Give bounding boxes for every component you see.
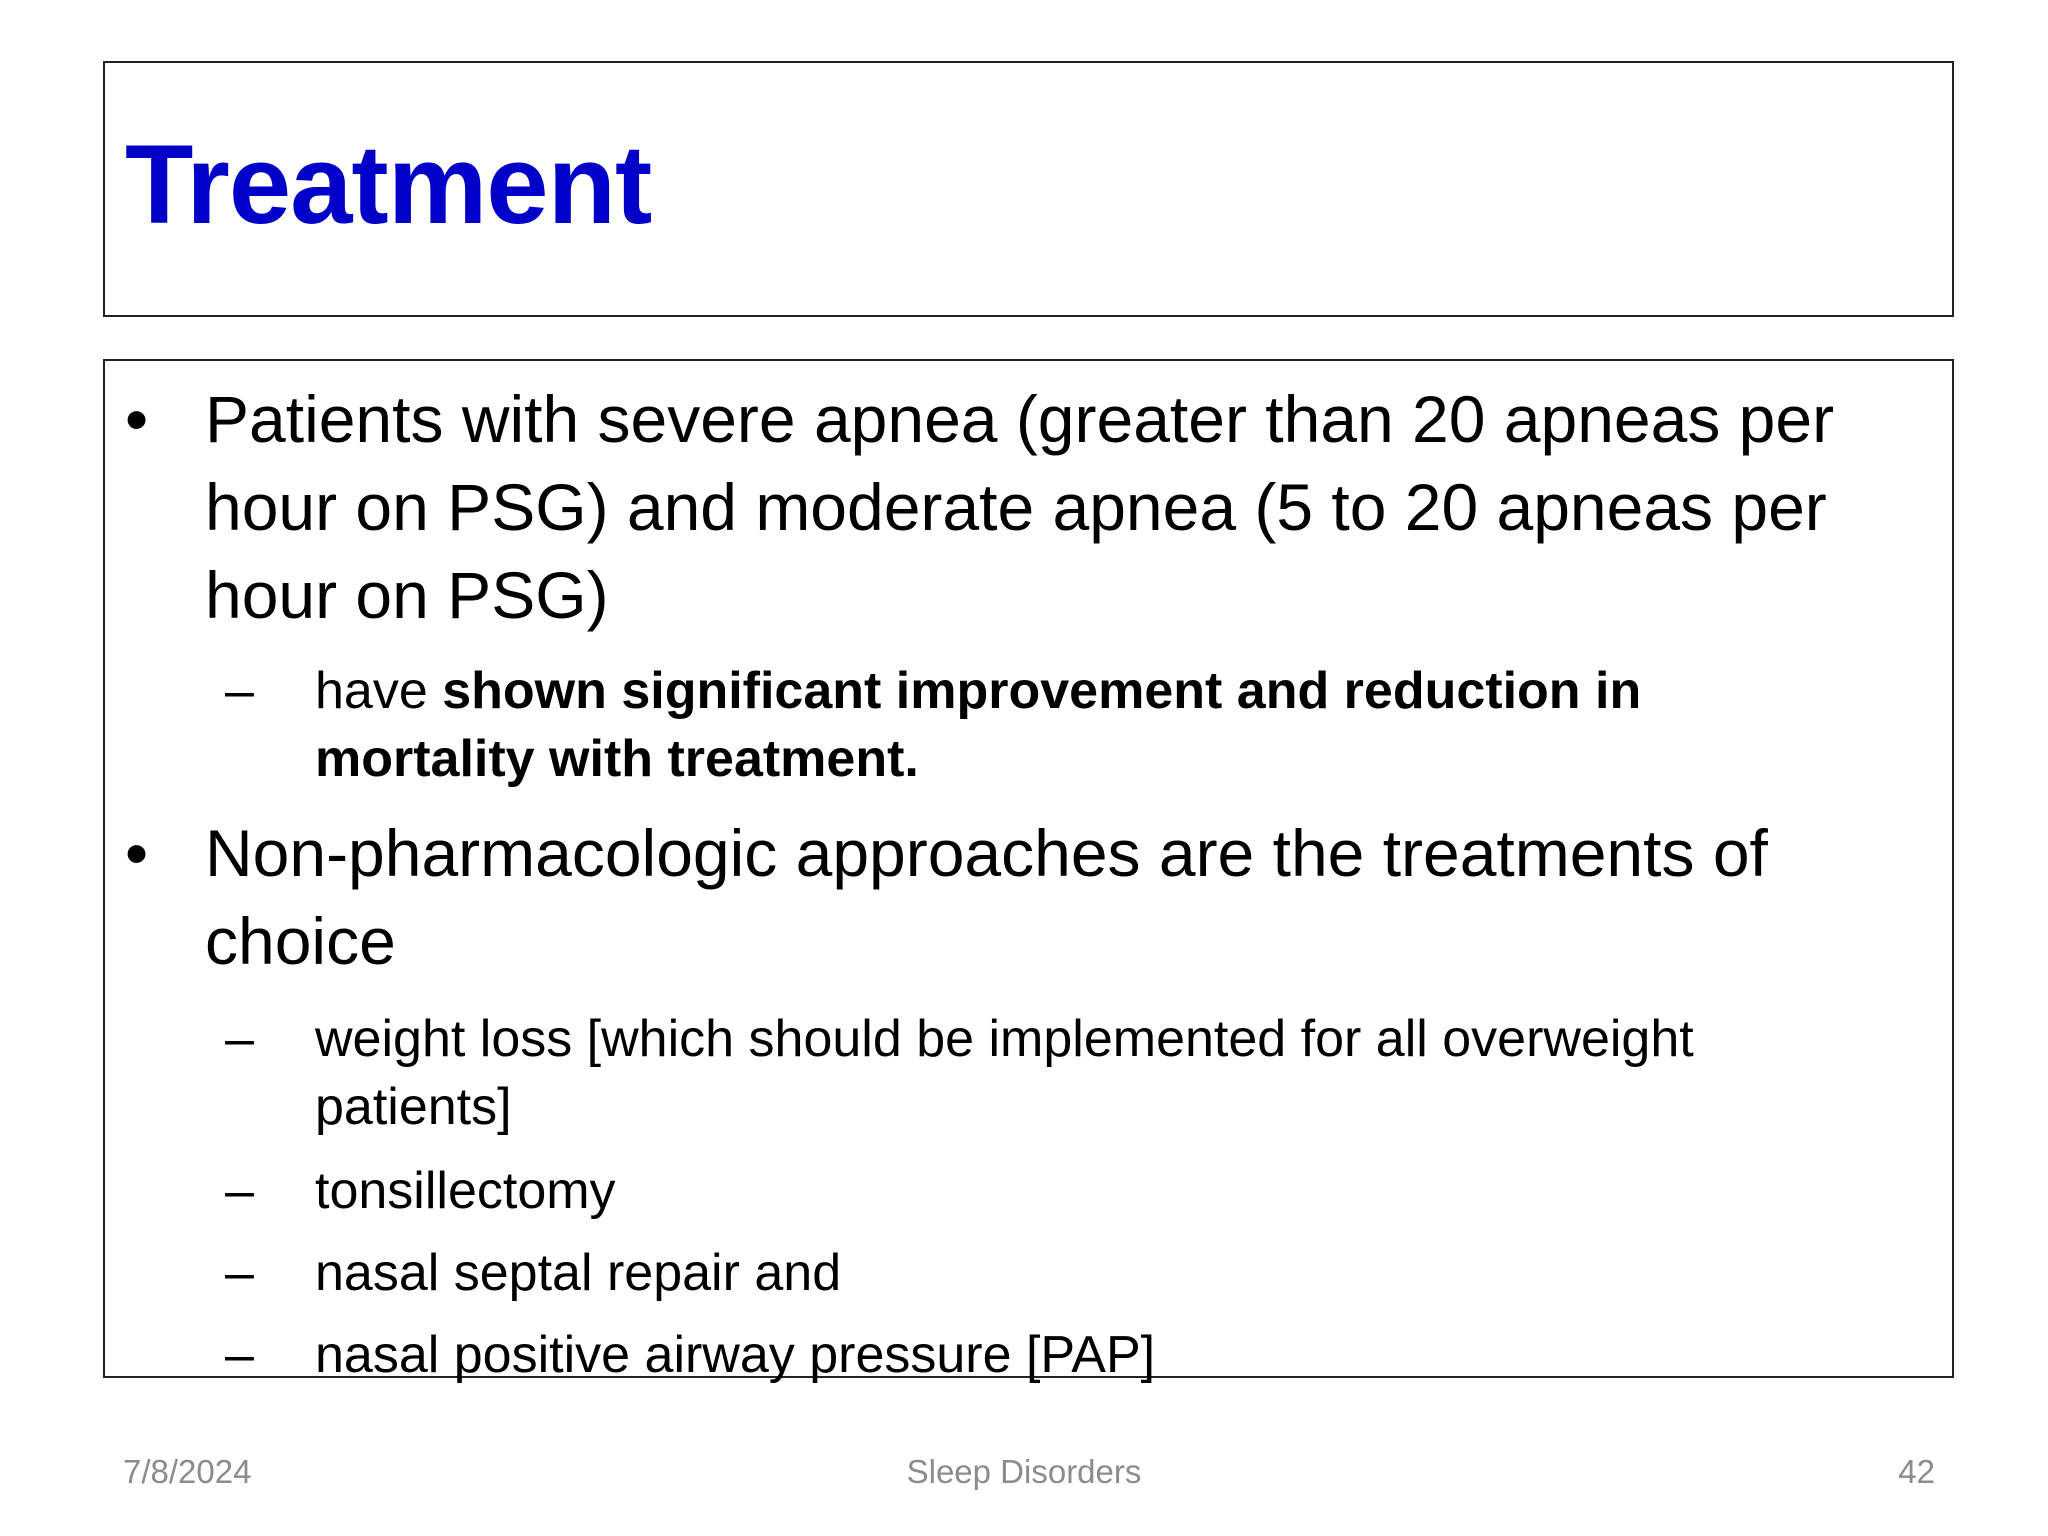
sub-item-2-3 (225, 1239, 1865, 1307)
sub-marker: – (225, 1326, 254, 1384)
sub-item-2-1 (225, 1005, 1865, 1141)
sub-marker: – (225, 662, 254, 720)
sub-marker: – (225, 1162, 254, 1220)
footer-date: 7/8/2024 (123, 1453, 252, 1490)
bullet-text: Patients with severe apnea (greater than 20 apneas per hour on PSG) and moderate apnea (5 to 20 apneas per hour on PSG) (205, 382, 1835, 632)
title-box (103, 61, 1954, 317)
bullet-item-1 (125, 375, 1905, 639)
footer-title: Sleep Disorders (906, 1453, 1142, 1490)
sub-text (315, 657, 1865, 793)
bullet-text: Non-pharmacologic approaches are the treatments of choice (205, 816, 1768, 978)
content-box (103, 359, 1954, 1384)
page-number: 42 (1898, 1453, 1935, 1490)
sub-text-prefix: have (315, 662, 443, 720)
sub-text: nasal positive airway pressure [PAP] (315, 1326, 1156, 1384)
sub-marker: – (225, 1010, 254, 1068)
sub-item-2-2 (225, 1157, 1865, 1225)
sub-item-1-1 (225, 657, 1865, 793)
sub-text: tonsillectomy (315, 1162, 616, 1220)
sub-marker: – (225, 1244, 254, 1302)
sub-text-bold: shown significant improvement and reduction in mortality with treatment. (315, 662, 1642, 788)
bullet-marker: • (125, 816, 149, 890)
sub-item-2-4 (225, 1321, 1865, 1389)
bullet-item-2 (125, 809, 1905, 985)
sub-text: nasal septal repair and (315, 1244, 842, 1302)
bullet-marker: • (125, 382, 149, 456)
slide-title: Treatment (125, 122, 652, 247)
sub-text: weight loss [which should be implemented for all overweight patients] (315, 1010, 1694, 1136)
